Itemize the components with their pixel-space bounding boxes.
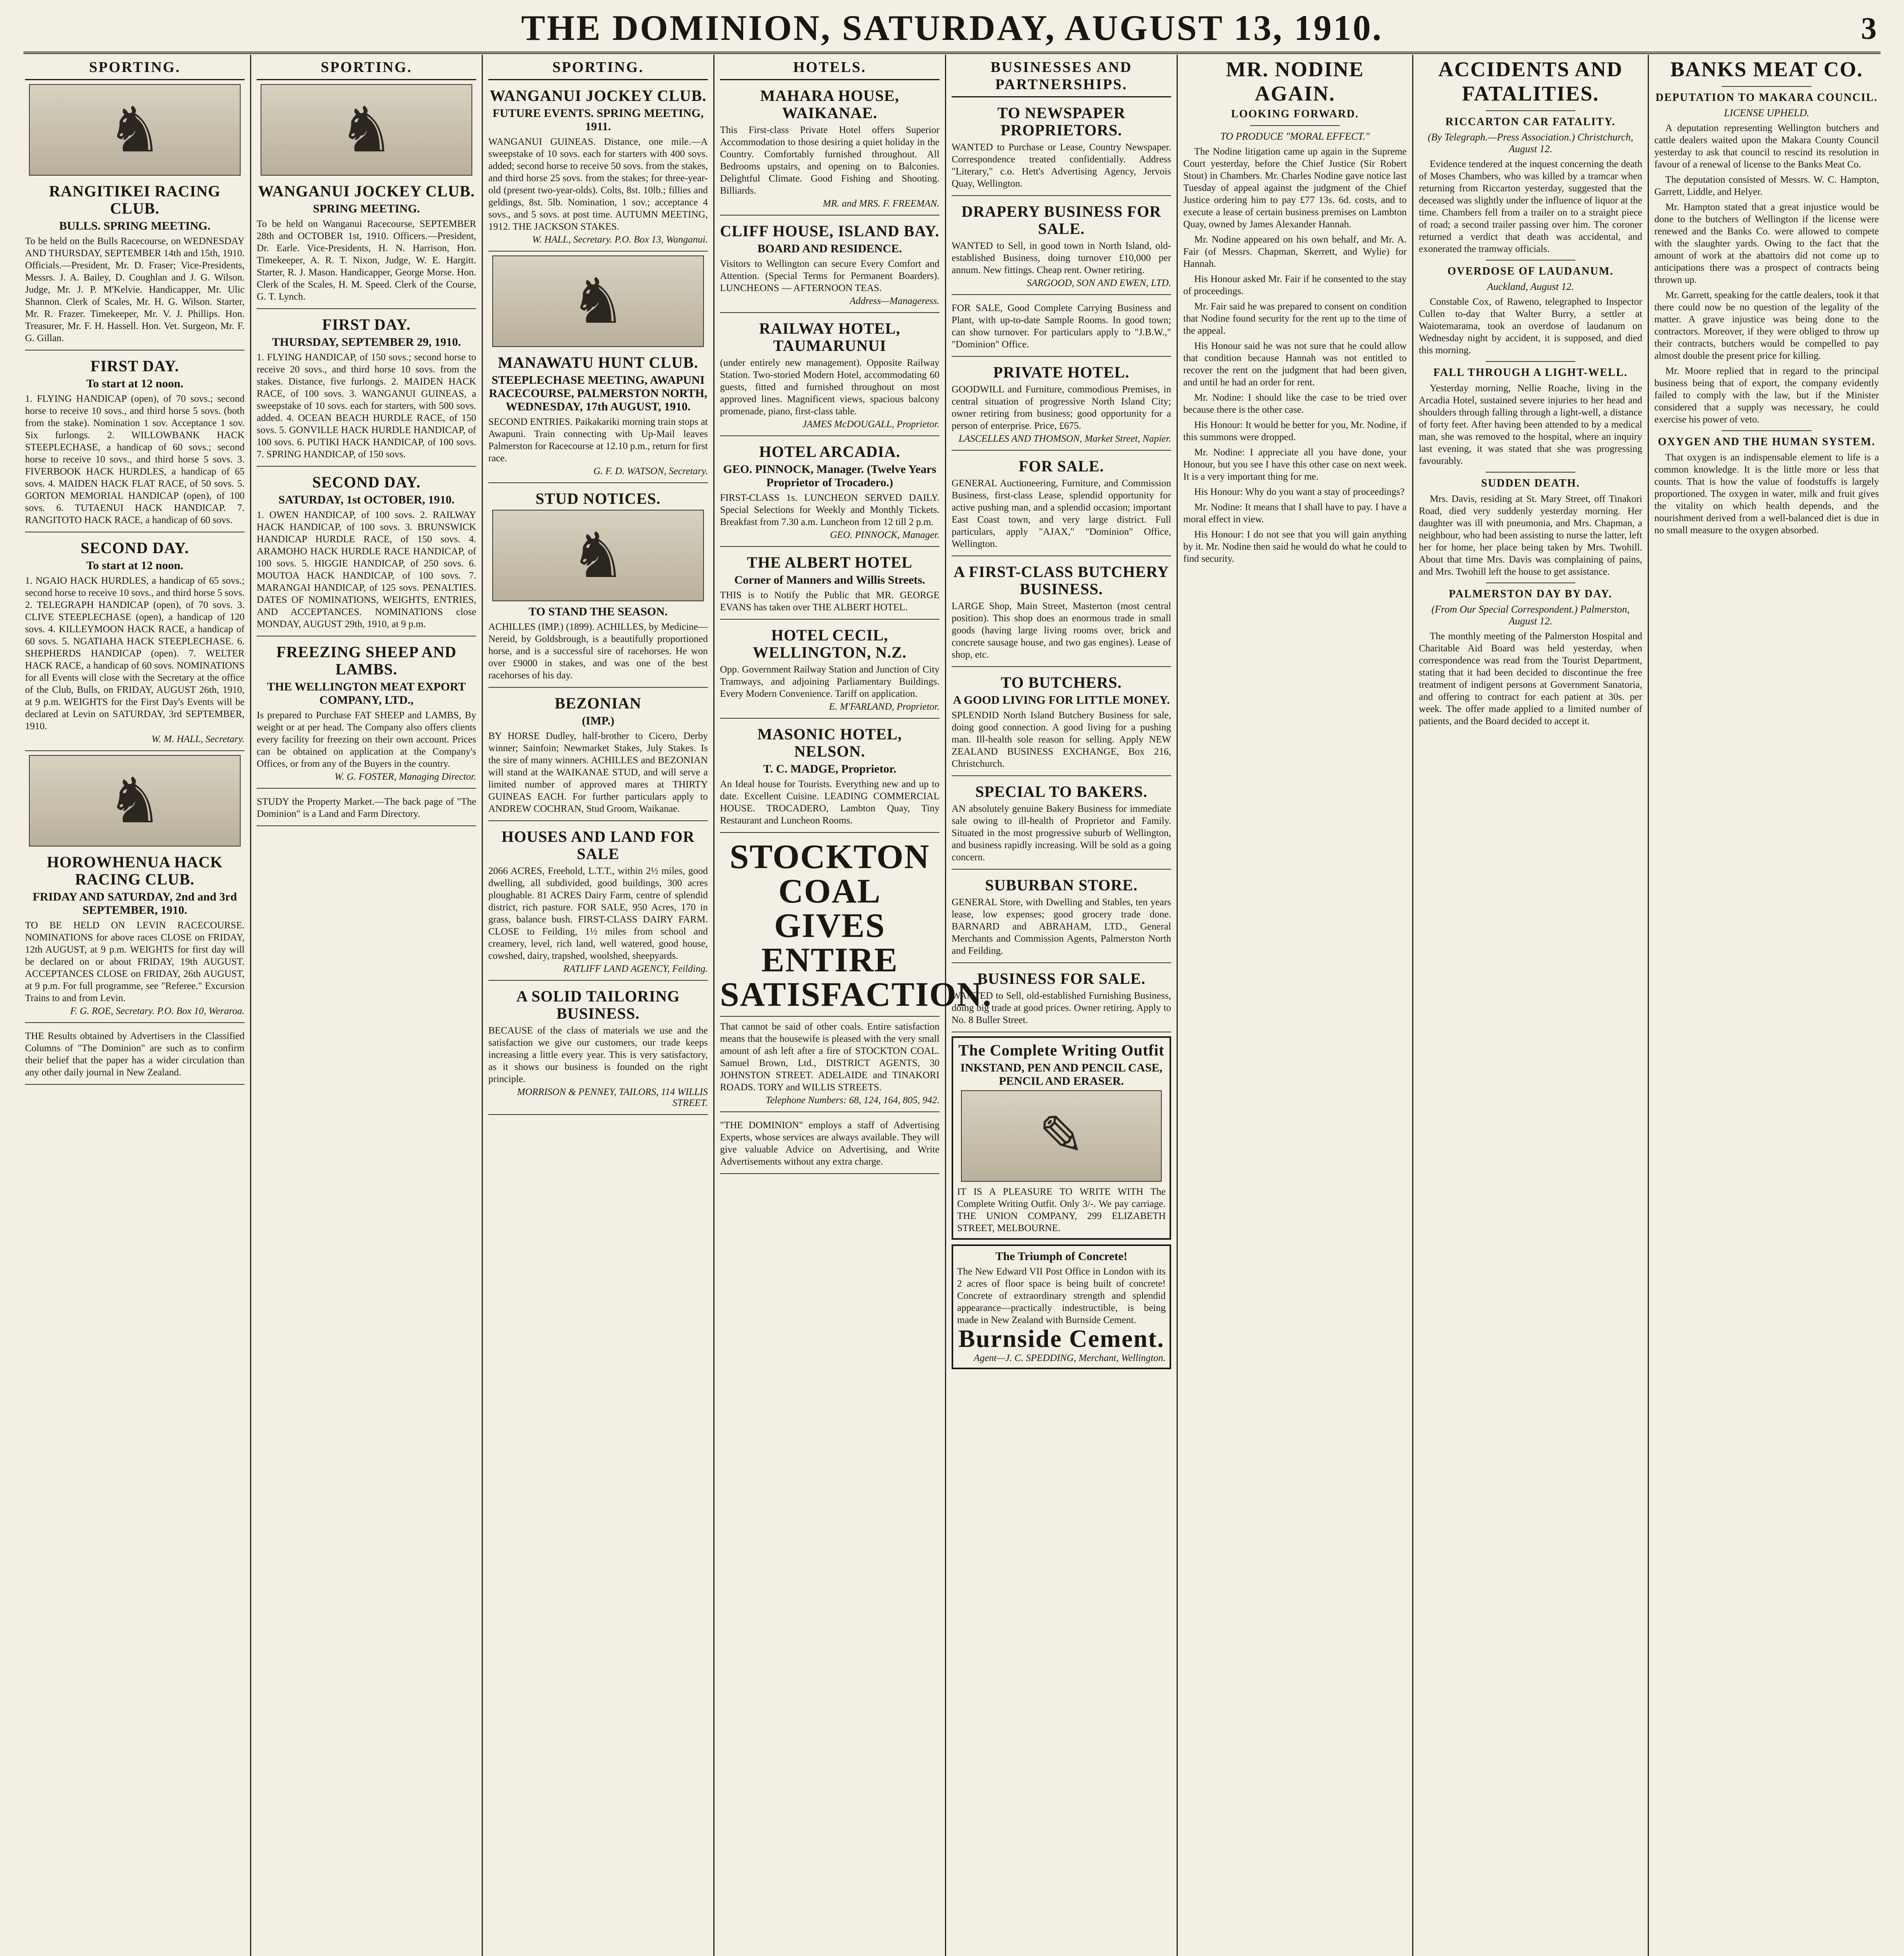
ad-body: TO BE HELD ON LEVIN RACECOURSE. NOMINATIONS for above races CLOSE on FRIDAY, 12th AUGUST, at 9 p.m. WEIGHTS for first day will be declared on or about FRIDAY, 19th AUGUST. ACCEPTANCES CLOSE on FRIDAY, 26th AUGUST, at 9 p.m. For full programme, see "Referee." Excursion Trains to and from Levin. xyxy=(25,920,245,1003)
ad-body: WANTED to Purchase or Lease, Country Newspaper. Correspondence treated confidentially. Address "Literary," c.o. Hett's Advertising Agency, Jervois Quay, Wellington. xyxy=(952,142,1171,189)
ad-first-day-programme xyxy=(257,313,476,467)
ad-title: PRIVATE HOTEL. xyxy=(993,363,1130,381)
ad-title: FOR SALE. xyxy=(1019,457,1104,475)
article-deck: RICCARTON CAR FATALITY. xyxy=(1445,116,1616,128)
ad-stud-bezonian xyxy=(488,692,708,821)
article-headline: SUDDEN DEATH. xyxy=(1481,477,1580,489)
stallion-illustration xyxy=(492,510,704,601)
divider xyxy=(1722,86,1812,87)
divider xyxy=(1486,260,1575,261)
ad-body: SECOND ENTRIES. Paikakariki morning train stops at Awapuni. Train connecting with Up-Mail leaves Palmerston for Racecourse at 12.10 p.m., return for first race. xyxy=(488,417,708,464)
article-subheading: Auckland, August 12. xyxy=(1487,281,1574,292)
ad-mahara-house xyxy=(720,84,939,216)
ad-to-butchers xyxy=(952,671,1171,776)
divider xyxy=(1486,582,1575,583)
ad-display-headline: Burnside Cement. xyxy=(958,1325,1164,1352)
ad-subtitle: THE WELLINGTON MEAT EXPORT COMPANY, LTD., xyxy=(267,680,466,707)
ad-signature: GEO. PINNOCK, Manager. xyxy=(830,530,939,540)
ad-writing-outfit xyxy=(952,1036,1171,1240)
ad-butchery-business xyxy=(952,560,1171,667)
article-paragraph: His Honour: I do not see that you will gain anything by it. Mr. Nodine then said he would do what he could to find security. xyxy=(1183,529,1407,564)
ad-body: THIS is to Notify the Public that MR. GEORGE EVANS has taken over THE ALBERT HOTEL. xyxy=(720,590,939,613)
column-heading: SPORTING. xyxy=(488,57,708,80)
ad-title: HOTEL ARCADIA. xyxy=(759,443,900,460)
racehorse-illustration xyxy=(29,755,241,847)
ad-drapery-business xyxy=(952,200,1171,295)
ad-body: That cannot be said of other coals. Entire satisfaction means that the housewife is pleased with the very small amount of ash left after a fire of STOCKTON COAL. Samuel Brown, Ltd., DISTRICT AGENTS, 30 JOHNSTON STREET. ADELAIDE and TINAKORI ROADS. TORY and WILLIS STREETS. xyxy=(720,1021,939,1093)
ad-signature: F. G. ROE, Secretary. P.O. Box 10, Weraroa. xyxy=(70,1006,245,1016)
article-paragraph: Mrs. Davis, residing at St. Mary Street, off Tinakori Road, died very suddenly yesterday morning. Her daughter was ill with pneumonia, and Mrs. Chapman, a neighbour, who had been assisting to nurse the latter, left her for home, her place being taken by Mrs. Twohill. About that time Mrs. Davis was complaining of pains, and Mrs. Twohill left the house to get assistance. xyxy=(1419,494,1642,577)
column-6 xyxy=(1178,55,1413,1956)
ad-body: THE Results obtained by Advertisers in the Classified Columns of "The Dominion" are such as to confirm their belief that the paper has a wider circulation than any other daily journal in New Zealand. xyxy=(25,1031,245,1078)
ad-body: 1. OWEN HANDICAP, of 100 sovs. 2. RAILWAY HACK HANDICAP, of 100 sovs. 3. BRUNSWICK HANDICAP HURDLE RACE, of 150 sovs. 4. ARAMOHO HACK HURDLE RACE HANDICAP, of 100 sovs. 5. HIGGIE HANDICAP, of 250 sovs. 6. MOUTOA HACK HANDICAP, of 100 sovs. 7. MARANGAI HANDICAP, of 125 sovs. PENALTIES. DATES OF NOMINATIONS, WEIGHTS, ENTRIES, AND ACCEPTANCES. NOMINATIONS close MONDAY, AUGUST 29th, 1910, at 9 p.m. xyxy=(257,510,476,629)
article-paragraph: Yesterday morning, Nellie Roache, living in the Arcadia Hotel, sustained severe injuries to her head and shoulders through falling through a light-well, a distance of forty feet. After having been attended to by a medical man, she was removed to the hospital, where an inquiry last evening, it was stated that she was progressing favourably. xyxy=(1419,383,1642,466)
ad-subtitle: TO STAND THE SEASON. xyxy=(528,605,668,618)
ad-title: MAHARA HOUSE, WAIKANAE. xyxy=(760,87,900,122)
ad-title: WANGANUI JOCKEY CLUB. xyxy=(258,182,475,200)
ad-masonic-hotel xyxy=(720,723,939,833)
article-paragraph: Mr. Nodine: It means that I shall have to pay. I have a moral effect in view. xyxy=(1183,502,1407,525)
ad-display-headline: STOCKTON COAL GIVES ENTIRE SATISFACTION. xyxy=(720,838,992,1014)
article-subheading: (From Our Special Correspondent.) Palmerston, August 12. xyxy=(1431,604,1630,627)
divider xyxy=(1722,430,1812,431)
ad-albert-hotel xyxy=(720,551,939,620)
article-headline: ACCIDENTS AND FATALITIES. xyxy=(1438,58,1623,105)
ad-subtitle: FRIDAY AND SATURDAY, 2nd and 3rd SEPTEMBER, 1910. xyxy=(32,890,237,917)
ad-signature: Address—Manageress. xyxy=(849,296,939,306)
ad-title: SECOND DAY. xyxy=(80,539,189,557)
ad-signature: W. M. HALL, Secretary. xyxy=(151,734,245,744)
ad-body: GENERAL Auctioneering, Furniture, and Commission Business, first-class Lease, splendid opportunity for active pushing man, and a splendid occasion; important East Coast town, and very large district. Full particulars, apply "AJAX," "Dominion" Office, Wellington. xyxy=(952,478,1171,549)
ad-title: FIRST DAY. xyxy=(322,316,411,333)
ad-second-day-programme xyxy=(25,536,245,751)
ad-subtitle: Corner of Manners and Willis Streets. xyxy=(734,573,925,586)
masthead xyxy=(23,5,1881,54)
ad-signature: JAMES McDOUGALL, Proprietor. xyxy=(802,419,939,430)
ad-title: A SOLID TAILORING BUSINESS. xyxy=(516,987,680,1022)
divider xyxy=(720,1016,939,1017)
ad-body: FOR SALE, Good Complete Carrying Business and Plant, with up-to-date Sample Rooms. In good town; can show turnover. For particulars apply to "J.B.W.," "Dominion" Office. xyxy=(952,303,1171,350)
article-paragraph: Mr. Garrett, speaking for the cattle dealers, took it that there could now be no question of the legality of the matter. A grave injustice was being done to the contractors. Moreover, if they were obliged to throw up their contracts, butchers would be compelled to pay almost double the present price for killing. xyxy=(1654,290,1879,361)
ad-title: HOUSES AND LAND FOR SALE xyxy=(501,828,695,863)
article-headline: FALL THROUGH A LIGHT-WELL. xyxy=(1433,367,1628,379)
ad-body: BECAUSE of the class of materials we use and the satisfaction we give our customers, our trade keeps increasing a little every year. This is very satisfactory, as it shows our business is founded on the right principle. xyxy=(488,1025,708,1084)
ad-signature: RATLIFF LAND AGENCY, Feilding. xyxy=(563,964,708,974)
article-paragraph: His Honour: Why do you want a stay of proceedings? xyxy=(1194,487,1405,497)
ad-subtitle: The Triumph of Concrete! xyxy=(995,1250,1128,1263)
ad-subtitle: BOARD AND RESIDENCE. xyxy=(757,242,902,255)
divider xyxy=(1486,110,1575,111)
ad-subtitle: A GOOD LIVING FOR LITTLE MONEY. xyxy=(953,694,1170,707)
writing-outfit-illustration xyxy=(961,1090,1162,1182)
ad-signature: W. G. FOSTER, Managing Director. xyxy=(334,771,476,782)
article-paragraph: The deputation consisted of Messrs. W. C. Hampton, Garrett, Liddle, and Helyer. xyxy=(1654,174,1879,197)
ad-title: RAILWAY HOTEL, TAUMARUNUI xyxy=(759,320,900,354)
article-paragraph: Mr. Nodine: I appreciate all you have done, your Honour, but you see I have this other case on next week. It is a very important thing for me. xyxy=(1183,447,1407,482)
article-headline: OXYGEN AND THE HUMAN SYSTEM. xyxy=(1658,436,1875,448)
ad-wanganui-future-events xyxy=(488,84,708,252)
article-paragraph: His Honour: It would be better for you, Mr. Nodine, if this summons were dropped. xyxy=(1183,420,1407,442)
article-subheading: TO PRODUCE "MORAL EFFECT." xyxy=(1220,131,1370,142)
article-paragraph: Mr. Moore replied that in regard to the principal business being that of export, the company evidently failed to comply with the law, but if the Minister considered that a supply was necessary, he could exercise his power of veto. xyxy=(1654,366,1879,425)
ad-manawatu-hunt-club xyxy=(488,351,708,483)
ad-body: BY HORSE Dudley, half-brother to Cicero, Derby winner; Sainfoin; Newmarket Stakes, July Stakes. Is the sire of many winners. ACHILLES and BEZONIAN will stand at the WAIKANAE STUD, and will serve a limited number of approved mares at THIRTY GUINEAS EACH. For further particulars apply to ANDREW COCHRAN, Stud Groom, Waikanae. xyxy=(488,731,708,814)
ad-body: AN absolutely genuine Bakery Business for immediate sale owing to ill-health of Proprietor and Family. Situated in the most progressive suburb of Wellington, and business rapidly increasing. Will be sold as a going concern. xyxy=(952,804,1171,863)
ad-dominion-notice xyxy=(25,1027,245,1085)
column-heading: SPORTING. xyxy=(257,57,476,80)
page-number: 3 xyxy=(1861,11,1877,46)
column-1 xyxy=(20,55,251,1956)
column-7 xyxy=(1413,55,1649,1956)
article-paragraph: Evidence tendered at the inquest concerning the death of Moses Chambers, who was killed by a tramcar when returning from Riccarton yesterday, suggested that the deceased was slightly under the influence of liquor at the time. Chambers fell from a trailer on to a straight piece of road; a second trailer passing over him. The coroner returned a verdict that death was accidental, and exonerated the tramway officials. xyxy=(1419,159,1642,254)
article-headline: PALMERSTON DAY BY DAY. xyxy=(1449,588,1612,600)
ad-body: IT IS A PLEASURE TO WRITE WITH The Complete Writing Outfit. Only 3/-. We pay carriage. THE UNION COMPANY, 299 ELIZABETH STREET, MELBOURNE. xyxy=(957,1187,1166,1233)
ad-signature: W. HALL, Secretary. P.O. Box 13, Wanganui. xyxy=(532,234,708,245)
ad-body: 1. FLYING HANDICAP, of 150 sovs.; second horse to receive 20 sovs., and third horse 10 sovs. from the stakes. Distance, five furlongs. 2. MAIDEN HACK RACE, of 100 sovs. 3. WANGANUI GUINEAS, a sweepstake of 10 sovs. each for starters, with 500 sovs. added. 4. OCEAN BEACH HURDLE RACE, of 150 sovs. 5. GONVILLE HACK HURDLE HANDICAP, of 100 sovs. 6. PUTIKI HACK HANDICAP, of 100 sovs. 7. SPRING HANDICAP, of 150 sovs. xyxy=(257,352,476,460)
ad-auctioneering-business xyxy=(952,455,1171,556)
column-heading: HOTELS. xyxy=(720,57,939,80)
ad-body: GOODWILL and Furniture, commodious Premises, in central situation of progressive North Island City; owner retiring from business; good opportunity for a person of enterprise. Price, £675. xyxy=(952,384,1171,431)
ad-body: 2066 ACRES, Freehold, L.T.T., within 2½ miles, good dwelling, all subdivided, good buildings, 300 acres ploughable. 81 ACRES Dairy Farm, centre of splendid district, rich pasture. FOR SALE, 950 Acres, 170 in grass, balance bush. FIRST-CLASS DAIRY FARM. CLOSE to Feilding, 1½ miles from school and creamery, level, rich land, well watered, good house, cowshed, dairy, trapshed, woolshed, sheepyards. xyxy=(488,866,708,961)
ad-subtitle: SATURDAY, 1st OCTOBER, 1910. xyxy=(278,493,455,506)
ad-second-day-programme xyxy=(257,471,476,636)
ad-signature: MORRISON & PENNEY, TAILORS, 114 WILLIS STREET. xyxy=(517,1087,708,1108)
ad-subtitle: SPRING MEETING. xyxy=(313,202,420,215)
ad-title: FREEZING SHEEP AND LAMBS. xyxy=(276,643,457,678)
ad-title: A FIRST-CLASS BUTCHERY BUSINESS. xyxy=(954,563,1169,598)
ad-body: (under entirely new management). Opposite Railway Station. Two-storied Modern Hotel, accommodating 60 guests, fitted and furnished throughout on most approved lines. Magnificent views, spacious balcony promenade, piano, first-class table. xyxy=(720,358,939,417)
ad-signature: E. M'FARLAND, Proprietor. xyxy=(829,701,939,712)
ad-subtitle: FUTURE EVENTS. SPRING MEETING, 1911. xyxy=(492,107,704,133)
ad-houses-and-land xyxy=(488,825,708,981)
ad-furnishing-business xyxy=(952,967,1171,1032)
ad-subtitle: To start at 12 noon. xyxy=(86,559,184,572)
column-8 xyxy=(1649,55,1884,1956)
article-paragraph: A deputation representing Wellington butchers and cattle dealers waited upon the Makara County Council yesterday to ask that council to rescind its resolution in favour of a renewal of license to the Banks Meat Co. xyxy=(1654,123,1879,170)
ad-body: WANTED to Sell, old-established Furnishing Business, doing big trade at good prices. Owner retiring. Apply to No. 8 Buller Street. xyxy=(952,991,1171,1025)
column-3 xyxy=(483,55,714,1956)
ad-body: To be held on Wanganui Racecourse, SEPTEMBER 28th and OCTOBER 1st, 1910. Officers.—President, Dr. Earle. Vice-Presidents, H. N. Harrison, Hon. Timekeeper, A. R. T. Nixon, Judge, W. E. Hargitt. Starter, R. J. Mason. Handicapper, George Morse. Hon. Clerk of the Scales, H. M. Speed. Clerk of the Course, G. T. Lynch. xyxy=(257,219,476,302)
ad-carrying-business xyxy=(952,299,1171,357)
ad-body: 1. FLYING HANDICAP (open), of 70 sovs.; second horse to receive 10 sovs., and third horse 5 sovs. (both from the stake). Nomination 1 sov. Acceptance 1 sov. Six furlongs. 2. WILLOWBANK HACK STEEPLECHASE, a handicap of 60 sovs.; second horse to receive 10 sovs., and third horse 5 sovs. 3. FIVERBOOK HACK HURDLES, a handicap of 65 sovs. 4. MAIDEN HACK FLAT RACE, of 50 sovs. 5. GORTON MEMORIAL HANDICAP (open), of 100 sovs. 6. TUTAENUI HACK HANDICAP. 7. RANGITOTO HACK RACE, a handicap of 60 sovs. xyxy=(25,394,245,525)
article-paragraph: Mr. Fair said he was prepared to consent on condition that Nodine found security for the rent up to the time of the appeal. xyxy=(1183,301,1407,336)
ad-body: GENERAL Store, with Dwelling and Stables, ten years lease, low expenses; good grocery trade done. BARNARD and ABRAHAM, LTD., General Merchants and Commission Agents, Palmerston North and Feilding. xyxy=(952,897,1171,956)
ad-subtitle: (IMP.) xyxy=(581,714,615,727)
article-paragraph: Mr. Nodine: I should like the case to be tried over because there is the other case. xyxy=(1183,392,1407,415)
ad-first-day-programme xyxy=(25,354,245,532)
article-headline: OVERDOSE OF LAUDANUM. xyxy=(1447,265,1614,277)
ad-property-market xyxy=(257,793,476,826)
ad-title: TO NEWSPAPER PROPRIETORS. xyxy=(997,104,1126,139)
ad-body: LARGE Shop, Main Street, Masterton (most central position). This shop does an enormous trade in small goods (having large living rooms over, brick and concrete sausage house, and two gas engines). Lease of shop, etc. xyxy=(952,601,1171,660)
ad-title: STUD NOTICES. xyxy=(535,490,661,507)
article-paragraph: The Nodine litigation came up again in the Supreme Court yesterday, before the Chief Justice (Sir Robert Stout) in Chambers. Mr. Charles Nodine gave notice last Tuesday of appeal against the judgment of the Chief Justice ordering him to pay £77 13s. 6d. costs, and to execute a lease of certain business premises on Lambton Quay, owned by James Alexander Hannah. xyxy=(1183,146,1407,230)
ad-body: ACHILLES (IMP.) (1899). ACHILLES, by Medicine—Nereid, by Goldsbrough, is a beautifully proportioned horse, and is a successful sire of racehorses. He won over £9000 in stakes, and was one of the best racehorses of his day. xyxy=(488,622,708,681)
column-heading: SPORTING. xyxy=(25,57,245,80)
ad-suburban-store xyxy=(952,874,1171,963)
article-paragraph: Constable Cox, of Raweno, telegraphed to Inspector Cullen to-day that Walter Burry, a settler at Waiotemarama, took an overdose of laudanum on Wednesday night by accident, it is supposed, and died this morning. xyxy=(1419,297,1642,356)
ad-title: FIRST DAY. xyxy=(90,357,179,375)
ad-title: SUBURBAN STORE. xyxy=(985,876,1138,894)
ad-body: Opp. Government Railway Station and Junction of City Tramways, and adjoining Parliamentary Buildings. Every Modern Convenience. Tariff on application. xyxy=(720,664,939,699)
ad-body: SPLENDID North Island Butchery Business for sale, doing good connection. A good living for a pushing man. Ill-health sole reason for selling. Apply NEW ZEALAND BUSINESS EXCHANGE, Box 216, Christchurch. xyxy=(952,710,1171,769)
ad-horowhenua-hack-racing-club xyxy=(25,850,245,1023)
article-subheading: LICENSE UPHELD. xyxy=(1724,107,1810,119)
ad-body: Is prepared to Purchase FAT SHEEP and LAMBS, By weight or at per head. The Company also offers clients every facility for freezing on their own account. Prices can be obtained on application at the Company's Offices, or from any of the Buyers in the country. xyxy=(257,710,476,769)
ad-title: TO BUTCHERS. xyxy=(1001,674,1122,691)
ad-body: "THE DOMINION" employs a staff of Advertising Experts, whose services are always available. They will give valuable Advice on Advertising, and Write Advertisements without any extra charge. xyxy=(720,1120,939,1167)
ad-hotel-arcadia xyxy=(720,440,939,547)
ad-title: WANGANUI JOCKEY CLUB. xyxy=(489,87,707,104)
divider xyxy=(1486,472,1575,473)
ad-signature: LASCELLES AND THOMSON, Market Street, Napier. xyxy=(958,433,1171,444)
ad-private-hotel xyxy=(952,361,1171,451)
ad-title: The Complete Writing Outfit xyxy=(958,1041,1164,1059)
ad-body: This First-class Private Hotel offers Superior Accommodation to those desiring a quiet holiday in the Country. Comfortably furnished throughout. All Bedrooms upstairs, and opening on to Balconies. Delightful Climate. Good Fishing and Shooting. Billiards. xyxy=(720,125,939,196)
ad-newspaper-proprietors xyxy=(952,101,1171,196)
ad-body: The New Edward VII Post Office in London with its 2 acres of floor space is being built of concrete! Concrete of extraordinary strength and splendid appearance—practically indestructible, is being made in New Zealand with Burnside Cement. xyxy=(957,1266,1166,1325)
column-4 xyxy=(714,55,992,1956)
ad-subtitle: THURSDAY, SEPTEMBER 29, 1910. xyxy=(272,336,461,349)
ad-hotel-cecil xyxy=(720,624,939,719)
page-columns xyxy=(20,55,1884,1956)
ad-subtitle: T. C. MADGE, Proprietor. xyxy=(763,762,896,775)
ad-title: MANAWATU HUNT CLUB. xyxy=(498,354,698,371)
article-deck: LOOKING FORWARD. xyxy=(1231,108,1359,120)
ad-wanganui-jockey-club xyxy=(257,180,476,309)
ad-rangitikei-racing-club xyxy=(25,180,245,351)
ad-railway-hotel xyxy=(720,317,939,436)
ad-signature: SARGOOD, SON AND EWEN, LTD. xyxy=(1026,278,1171,288)
ad-title: MASONIC HOTEL, NELSON. xyxy=(757,725,902,760)
ad-burnside-cement xyxy=(952,1244,1171,1369)
ad-title: BEZONIAN xyxy=(554,694,642,712)
newspaper-title: THE DOMINION, SATURDAY, AUGUST 13, 1910. xyxy=(521,8,1383,48)
article-paragraph: Mr. Hampton stated that a great injustice would be done to the butchers of Wellington if the license were renewed and the Banks Co. were allowed to compete with the slaughter yards. Owing to the fact that the amount of work at the abattoirs did not come up to anticipations there was a prospect of contracts being thrown up. xyxy=(1654,202,1879,285)
ad-special-to-bakers xyxy=(952,780,1171,870)
ad-signature: MR. and MRS. F. FREEMAN. xyxy=(822,198,939,209)
article-deck: DEPUTATION TO MAKARA COUNCIL. xyxy=(1656,92,1878,104)
ad-title: HOTEL CECIL, WELLINGTON, N.Z. xyxy=(752,626,907,661)
ad-body: STUDY the Property Market.—The back page of "The Dominion" is a Land and Farm Directory. xyxy=(257,796,476,819)
ad-subtitle: To start at 12 noon. xyxy=(86,377,184,390)
ad-dominion-advertising-experts xyxy=(720,1116,939,1174)
racehorse-illustration xyxy=(492,255,704,347)
ad-cliff-house xyxy=(720,219,939,313)
article-paragraph: His Honour said he was not sure that he could allow that condition because Hannah was not entitled to recover the rent on the judgment that had been given, and until he had an order for rent. xyxy=(1183,341,1407,388)
ad-signature: Telephone Numbers: 68, 124, 164, 805, 942. xyxy=(765,1095,939,1106)
ad-subtitle: BULLS. SPRING MEETING. xyxy=(59,219,211,232)
ad-body: To be held on the Bulls Racecourse, on WEDNESDAY AND THURSDAY, SEPTEMBER 14th and 15th, 1910. Officials.—President, Mr. D. Fraser; Vice-Presidents, Messrs. J. A. Bailey, D. Coughlan and J. G. Wilson. Judge, Mr. J. P. M'Kelvie. Handicapper, Mr. Ulic Shannon. Clerk of Scales, Mr. H. G. Wilson. Starter, Mr. R. Frazer. Timekeeper, Mr. V. J. Phillips. Hon. Treasurer, Mr. F. H. Hassell. Hon. Vet. Surgeon, Mr. F. G. Gillan. xyxy=(25,236,245,343)
racehorse-illustration xyxy=(261,84,472,176)
ad-body: An Ideal house for Tourists. Everything new and up to date. Excellent Cuisine. LEADING COMMERCIAL HOUSE. TROCADERO, Lambton Quay, Tiny Restaurant and Luncheon Rooms. xyxy=(720,779,939,826)
article-headline: BANKS MEAT CO. xyxy=(1670,58,1863,81)
article-headline: MR. NODINE AGAIN. xyxy=(1226,58,1364,105)
ad-title: THE ALBERT HOTEL xyxy=(747,554,912,571)
ad-stud-achilles xyxy=(488,487,708,688)
ad-body: 1. NGAIO HACK HURDLES, a handicap of 65 sovs.; second horse to receive 10 sovs., and third horse 5 sovs. 2. TELEGRAPH HANDICAP (open), of 70 sovs. 3. CLIVE STEEPLECHASE (open), a handicap of 120 sovs. 4. KILLEYMOON HACK RACE, a handicap of 60 sovs. 5. NGATIAHA HACK STEEPLECHASE. 6. SHEPHERDS HANDICAP (open). 7. WELTER HACK RACE, a handicap of 60 sovs. NOMINATIONS for all Events will close with the Secretary at the office of the Club, Bulls, on FRIDAY, AUGUST 26th, 1910, at 9 p.m. WEIGHTS for the First Day's Events will be declared at Levin on SATURDAY, 3rd SEPTEMBER, 1910. xyxy=(25,575,245,732)
article-paragraph: That oxygen is an indispensable element to life is a common knowledge. It is the little more or less that counts. That is how the value of foodstuffs is largely proportioned. The oxygen in water, milk and fruit gives the vitality on which health depends, and the nourishment derived from a well-balanced diet is due in no small measure to the oxygen absorbed. xyxy=(1654,452,1879,536)
ad-subtitle: INKSTAND, PEN AND PENCIL CASE, PENCIL AND ERASER. xyxy=(960,1061,1163,1088)
ad-title: SECOND DAY. xyxy=(312,473,421,491)
column-5 xyxy=(946,55,1178,1956)
ad-title: HOROWHENUA HACK RACING CLUB. xyxy=(47,853,223,888)
article-subheading: (By Telegraph.—Press Association.) Christchurch, August 12. xyxy=(1427,131,1634,155)
ad-body: WANGANUI GUINEAS. Distance, one mile.—A sweepstake of 10 sovs. each for starters with 400 sovs. added; second horse to receive 50 sovs. from the stakes, and third horse 25 sovs. from the stakes; for three-year-old (present two-year-olds). Colts, 8st. 10lb.; fillies and geldings, 8st. 5lb. Nomination, 1 sov.; acceptance 4 sovs., and 5 sovs. at post time. AUTUMN MEETING, 1912. THE JACKSON STAKES. xyxy=(488,137,708,232)
column-2 xyxy=(251,55,483,1956)
racehorse-illustration xyxy=(29,84,241,176)
ad-subtitle: STEEPLECHASE MEETING, AWAPUNI RACECOURSE, PALMERSTON NORTH, WEDNESDAY, 17th AUGUST, 1910. xyxy=(489,374,707,413)
divider xyxy=(1486,361,1575,362)
ad-signature: G. F. D. WATSON, Secretary. xyxy=(593,466,708,476)
ad-body: FIRST-CLASS 1s. LUNCHEON SERVED DAILY. Special Selections for Weekly and Monthly Tickets. Breakfast from 7.30 a.m. Luncheon from 12 till 2 p.m. xyxy=(720,493,939,527)
article-paragraph: His Honour asked Mr. Fair if he consented to the stay of proceedings. xyxy=(1183,274,1407,297)
ad-freezing-sheep-and-lambs xyxy=(257,640,476,789)
ad-title: DRAPERY BUSINESS FOR SALE. xyxy=(961,203,1161,237)
ad-title: SPECIAL TO BAKERS. xyxy=(975,783,1148,800)
article-paragraph: Mr. Nodine appeared on his own behalf, and Mr. A. Fair (of Messrs. Chapman, Skerrett, and Wylie) for Hannah. xyxy=(1183,234,1407,269)
ad-signature: Agent—J. C. SPEDDING, Merchant, Wellington. xyxy=(974,1353,1166,1363)
ad-title: CLIFF HOUSE, ISLAND BAY. xyxy=(720,222,939,240)
ad-stockton-coal xyxy=(720,837,992,1112)
article-paragraph: The monthly meeting of the Palmerston Hospital and Charitable Aid Board was held yesterday, when correspondence was read from the Tourist Department, stating that it had been decided to discontinue the free treatment of indigent persons at Government Sanatoria, and offering to contract for each patient at 30s. per week. The offer made applied to a limited number of patients, and the Board decided to accept it. xyxy=(1419,631,1642,726)
ad-body: Visitors to Wellington can secure Every Comfort and Attention. (Special Terms for Permanent Boarders). LUNCHEONS — AFTERNOON TEAS. xyxy=(720,259,939,293)
ad-tailoring-business xyxy=(488,985,708,1115)
divider xyxy=(1250,125,1339,126)
ad-subtitle: GEO. PINNOCK, Manager. (Twelve Years Proprietor of Trocadero.) xyxy=(723,463,936,489)
column-heading: BUSINESSES AND PARTNERSHIPS. xyxy=(952,57,1171,97)
ad-title: RANGITIKEI RACING CLUB. xyxy=(49,182,221,217)
ad-title: BUSINESS FOR SALE. xyxy=(977,970,1146,987)
ad-body: WANTED to Sell, in good town in North Island, old-established Business, doing turnover £10,000 per annum. New fittings. Cheap rent. Owner retiring. xyxy=(952,241,1171,275)
